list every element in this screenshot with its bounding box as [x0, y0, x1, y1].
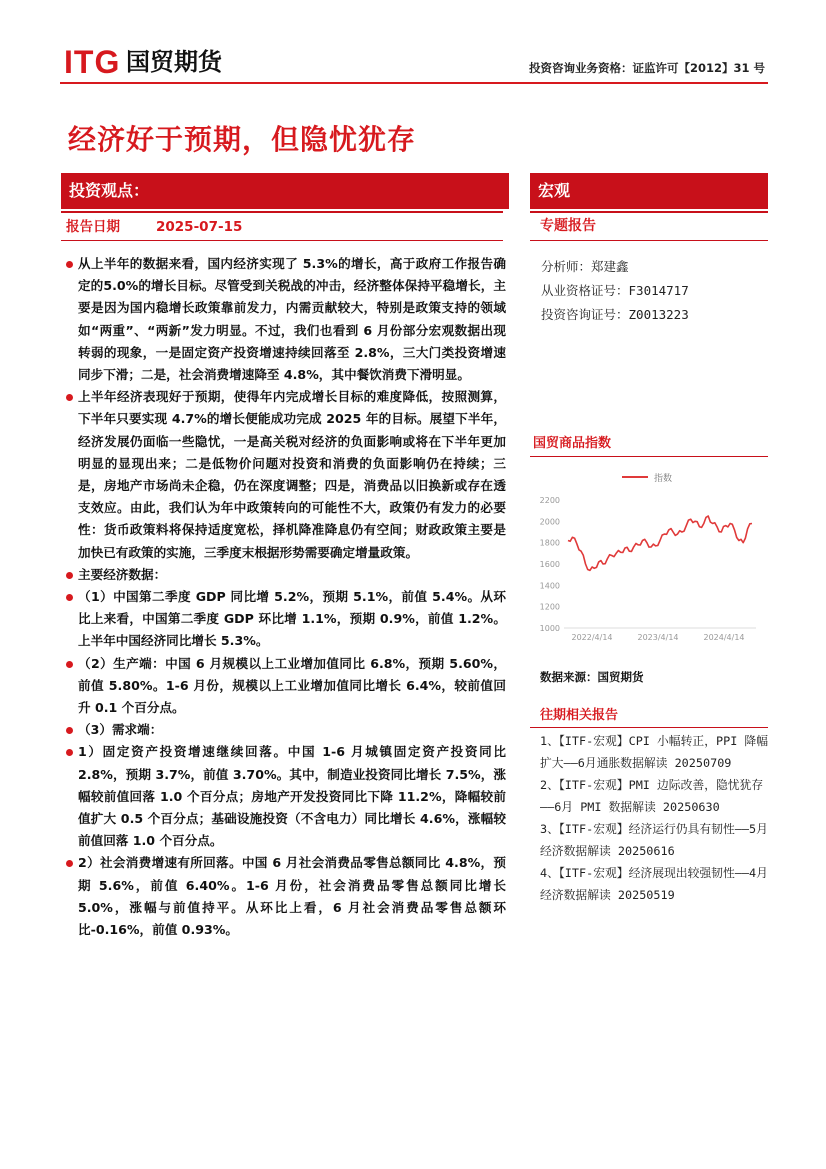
analyst-info [541, 255, 689, 327]
report-date-value: 2025-07-15 [156, 219, 243, 235]
chart-title: 国贸商品指数 [533, 436, 612, 451]
section-header-investment-view: 投资观点： [61, 173, 509, 209]
paragraph: （1）中国第二季度 GDP 同比增 5.2%，预期 5.1%，前值 5.4%。从环比上来看，中国第二季度 GDP 环比增 1.1%，预期 0.9%，前值 1.2%。上半年中国经济同比增长 5.3%。 [64, 586, 506, 653]
related-report-link[interactable]: 2、【ITF-宏观】PMI 边际改善，隐忧犹存——6月 PMI 数据解读 20250630 [540, 778, 764, 814]
paragraph: 从上半年的数据来看，国内经济实现了 5.3%的增长，高于政府工作报告确定的5.0%的增长目标。尽管受到关税战的冲击，经济整体保持平稳增长，主要是因为国内稳增长政策靠前发力，内需贡献较大，特别是政策支持的领域如“两重”、“两新”发力明显。不过，我们也看到 6 月份部分宏观数据出现转弱的现象，一是固定资产投资增速持续回落至 2.8%，三大门类投资增速同步下滑；二是，社会消费增速降至 4.8%，其中餐饮消费下滑明显。 [64, 253, 506, 386]
license-text: 投资咨询业务资格：证监许可【2012】31 号 [528, 61, 765, 75]
paragraph: （2）生产端：中国 6 月规模以上工业增加值同比 6.8%，预期 5.60%，前值 5.80%。1-6 月份，规模以上工业增加值同比增长 6.4%，较前值回升 0.1 个百分点。 [64, 653, 506, 720]
header-divider [60, 82, 768, 84]
investment-view-body [64, 253, 506, 941]
x-tick-label: 2022/4/14 [571, 633, 613, 642]
y-tick-label: 2200 [539, 496, 560, 505]
related-reports-list [540, 730, 768, 906]
related-report-link[interactable]: 3、【ITF-宏观】经济运行仍具有韧性——5月经济数据解读 20250616 [540, 822, 768, 858]
brand-logo: ITG [64, 44, 121, 80]
consult-number: Z0013223 [628, 307, 689, 322]
related-report-link[interactable]: 1、【ITF-宏观】CPI 小幅转正，PPI 降幅扩大——6月通胀数据解读 20250709 [540, 734, 768, 770]
related-underline [530, 727, 768, 728]
section-underline [530, 211, 768, 213]
analyst-row: 分析师：郑建鑫 [541, 259, 629, 274]
report-type: 专题报告 [540, 218, 596, 234]
brand-name: 国贸期货 [126, 48, 222, 76]
qualification-row: 从业资格证号：F3014717 [541, 283, 689, 298]
chart-svg [534, 460, 765, 644]
report-date-label: 报告日期 [66, 219, 120, 235]
x-tick-label: 2024/4/14 [703, 633, 745, 642]
y-tick-label: 2000 [539, 517, 560, 527]
paragraph: 上半年经济表现好于预期，使得年内完成增长目标的难度降低，按照测算，下半年只要实现 4.7%的增长便能成功完成 2025 年的目标。展望下半年，经济发展仍面临一些隐忧，一是高关税对经济的负面影响或将在下半年更加明显的显现出来；二是低物价问题对投资和消费的负面影响仍在持续；三是，房地产市场尚未企稳，仍在深度调整；四是，消费品以旧换新或存在透支效应。由此，我们认为年中政策转向的可能性不大，政策仍有发力的必要性：货币政策料将保持适度宽松，择机降准降息仍有空间；财政政策主要是加快已有政策的实施，三季度末根据形势需要确定增量政策。 [64, 386, 506, 564]
y-tick-label: 1600 [539, 560, 560, 569]
section-underline [61, 211, 503, 213]
y-tick-label: 1800 [539, 538, 560, 548]
related-reports-title: 往期相关报告 [540, 708, 619, 723]
y-tick-label: 1000 [539, 624, 560, 633]
report-date [66, 216, 242, 238]
paragraph: 1）固定资产投资增速继续回落。中国 1-6 月城镇固定资产投资同比 2.8%，预期 3.7%，前值 3.70%。其中，制造业投资同比增长 7.5%，涨幅较前值回落 1.0 个百分点；房地产开发投资同比下降 11.2%，降幅较前值扩大 0.5 个百分点；基础设施投资（不含电力）同比增长 4.6%，涨幅较前值回落 1.0 个百分点。 [64, 741, 506, 852]
page-title: 经济好于预期，但隐忧犹存 [68, 123, 417, 156]
consult-row: 投资咨询证号：Z0013223 [541, 307, 689, 322]
qualification-number: F3014717 [628, 283, 689, 298]
paragraph: 主要经济数据： [64, 564, 506, 586]
paragraph: （3）需求端： [64, 719, 506, 741]
paragraph: 2）社会消费增速有所回落。中国 6 月社会消费品零售总额同比 4.8%，预期 5.6%，前值 6.40%。1-6 月份，社会消费品零售总额同比增长 5.0%，涨幅与前值持平。从环比上看，6 月社会消费品零售总额环比-0.16%，前值 0.93%。 [64, 852, 506, 941]
x-tick-label: 2023/4/14 [637, 633, 679, 642]
report-type-underline [530, 240, 768, 241]
date-underline [61, 240, 503, 241]
commodity-index-chart [534, 460, 765, 644]
y-tick-label: 1400 [539, 581, 560, 591]
data-source: 数据来源：国贸期货 [540, 670, 644, 684]
legend-label: 指数 [654, 474, 673, 484]
analyst-name: 郑建鑫 [591, 259, 629, 274]
section-header-macro: 宏观 [530, 173, 768, 209]
series-line-index [568, 516, 752, 570]
chart-title-underline [530, 456, 768, 457]
related-report-link[interactable]: 4、【ITF-宏观】经济展现出较强韧性——4月经济数据解读 20250519 [540, 866, 768, 902]
y-tick-label: 1200 [539, 602, 560, 612]
